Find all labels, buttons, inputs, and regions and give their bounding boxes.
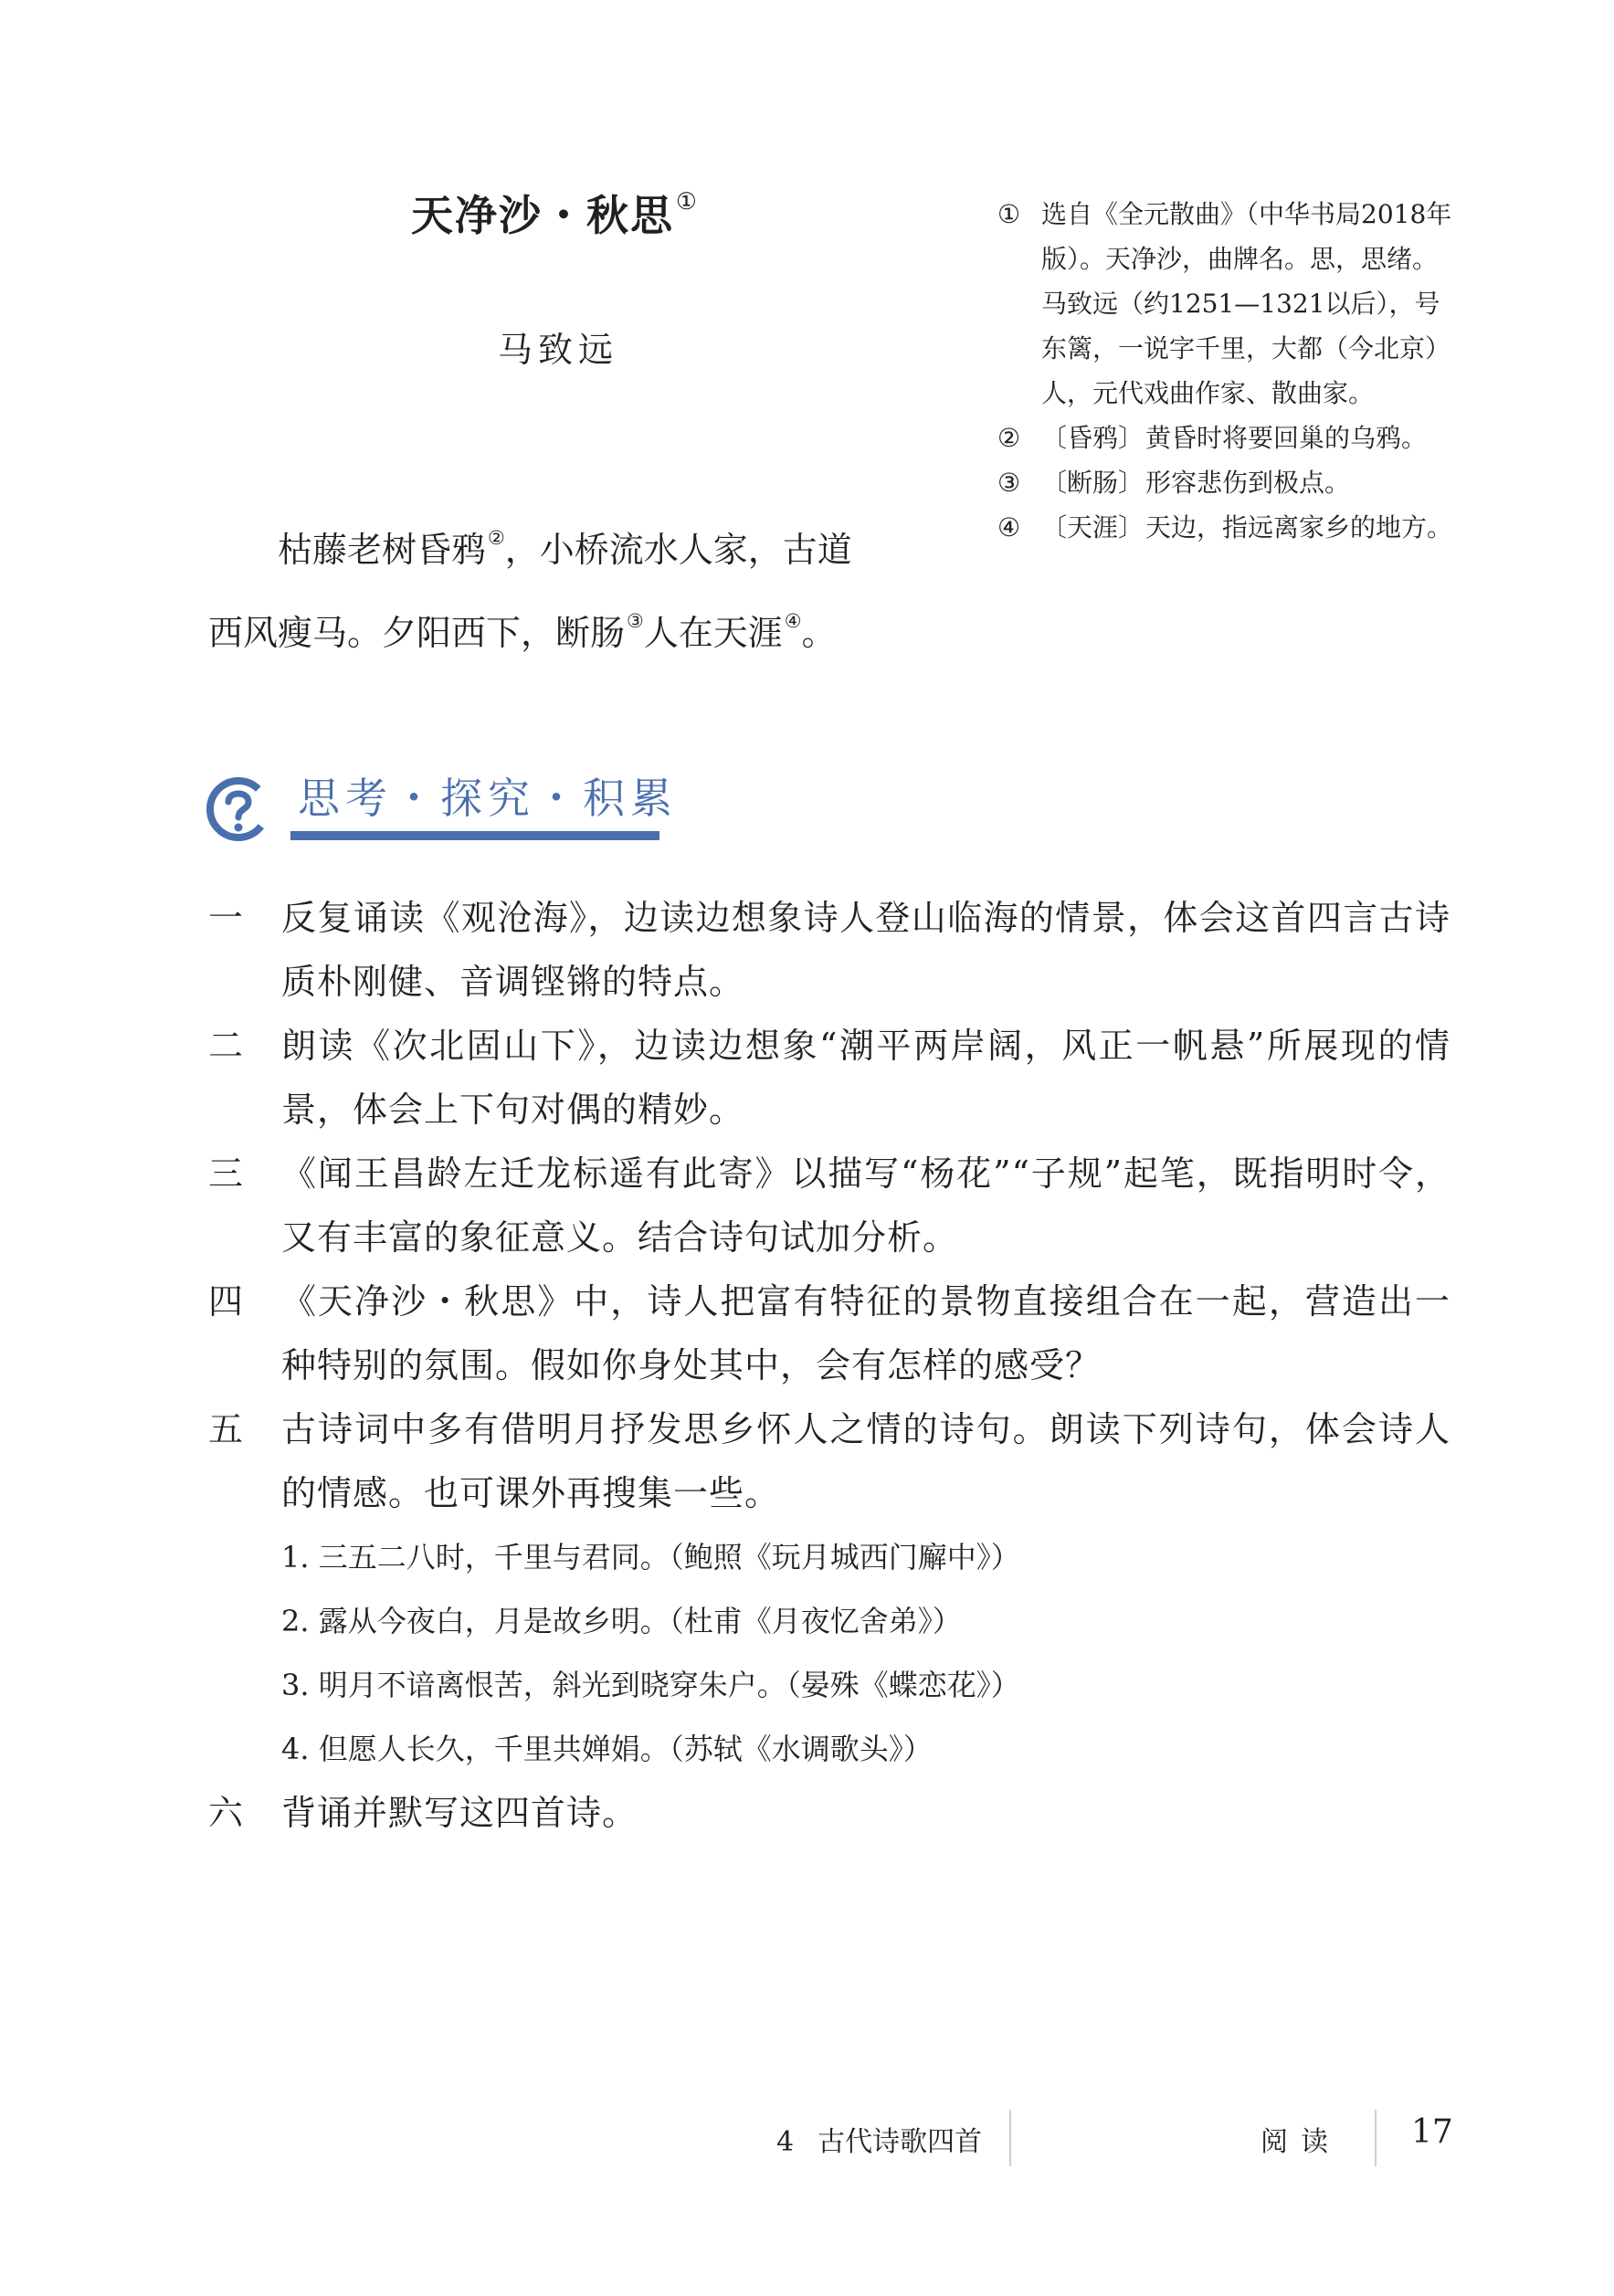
footnote: ④ 〔天涯〕天边，指远离家乡的地方。 [997,512,1453,542]
footer-divider [1009,2110,1011,2166]
verse-item: 2. 露从今夜白，月是故乡明。（杜甫《月夜忆舍弟》） [281,1604,962,1638]
verse-list [281,1525,1450,1781]
exercise-item: 一 反复诵读《观沧海》，边读边想象诗人登山临海的情景，体会这首四言古诗质朴刚健、音调铿锵的特点。 [208,898,1450,1002]
exercise-item: 三 《闻王昌龄左迁龙标遥有此寄》以描写“杨花”“子规”起笔，既指明时令，又有丰富的象征意义。结合诗句试加分析。 [208,1153,1450,1258]
exercise-item: 六 背诵并默写这四首诗。 [208,1793,638,1833]
poem-line: 西风瘦马。夕阳西下，断肠③人在天涯④。 [208,609,837,653]
section-title: 思考・探究・积累 [298,774,678,823]
exercise-item: 五 古诗词中多有借明月抒发思乡怀人之情的诗句。朗读下列诗句，体会诗人的情感。也可课外再搜集一些。 [208,1409,1450,1513]
section-underline [290,831,659,840]
footnote-ref: ③ [627,609,644,632]
footnote-ref: ④ [784,609,802,632]
exercise-list [208,886,1450,1845]
footnote: ③ 〔断肠〕形容悲伤到极点。 [997,468,1351,498]
verse-item: 3. 明月不谙离恨苦，斜光到晓穿朱户。（晏殊《蝶恋花》） [281,1668,1020,1702]
verse-item: 4. 但愿人长久，千里共婵娟。（苏轼《水调歌头》） [281,1732,933,1766]
page-number: 17 [1411,2113,1453,2151]
footnote-ref: ① [676,188,699,216]
poem-title: 天净沙・秋思① [411,188,699,240]
verse-item: 1. 三五二八时，千里与君同。（鲍照《玩月城西门廨中》） [281,1540,1020,1575]
poem-author: 马致远 [498,330,619,370]
footnote: ① 选自《全元散曲》（中华书局2018年版）。天净沙，曲牌名。思，思绪。马致远（约1251—1321以后），号东篱，一说字千里，大都（今北京）人，元代戏曲作家、散曲家。 [997,199,1452,408]
exercise-item: 四 《天净沙・秋思》中，诗人把富有特征的景物直接组合在一起，营造出一种特别的氛围。假如你身处其中，会有怎样的感受？ [208,1281,1450,1385]
footnote: ② 〔昏鸦〕黄昏时将要回巢的乌鸦。 [997,423,1428,453]
exercise-item: 二 朗读《次北固山下》，边读边想象“潮平两岸阔，风正一帆悬”所展现的情景，体会上下句对偶的精妙。 [208,1026,1450,1130]
footnotes [997,192,1454,550]
footer-divider [1375,2110,1377,2166]
poem-body [208,502,902,669]
footer-unit: 阅读 [1261,2126,1341,2158]
poem-line: 枯藤老树昏鸦②，小桥流水人家，古道 [278,527,852,570]
footnote-ref: ② [488,527,505,549]
footer-lesson: 4 古代诗歌四首 [776,2126,983,2158]
question-circle-icon [204,774,273,844]
